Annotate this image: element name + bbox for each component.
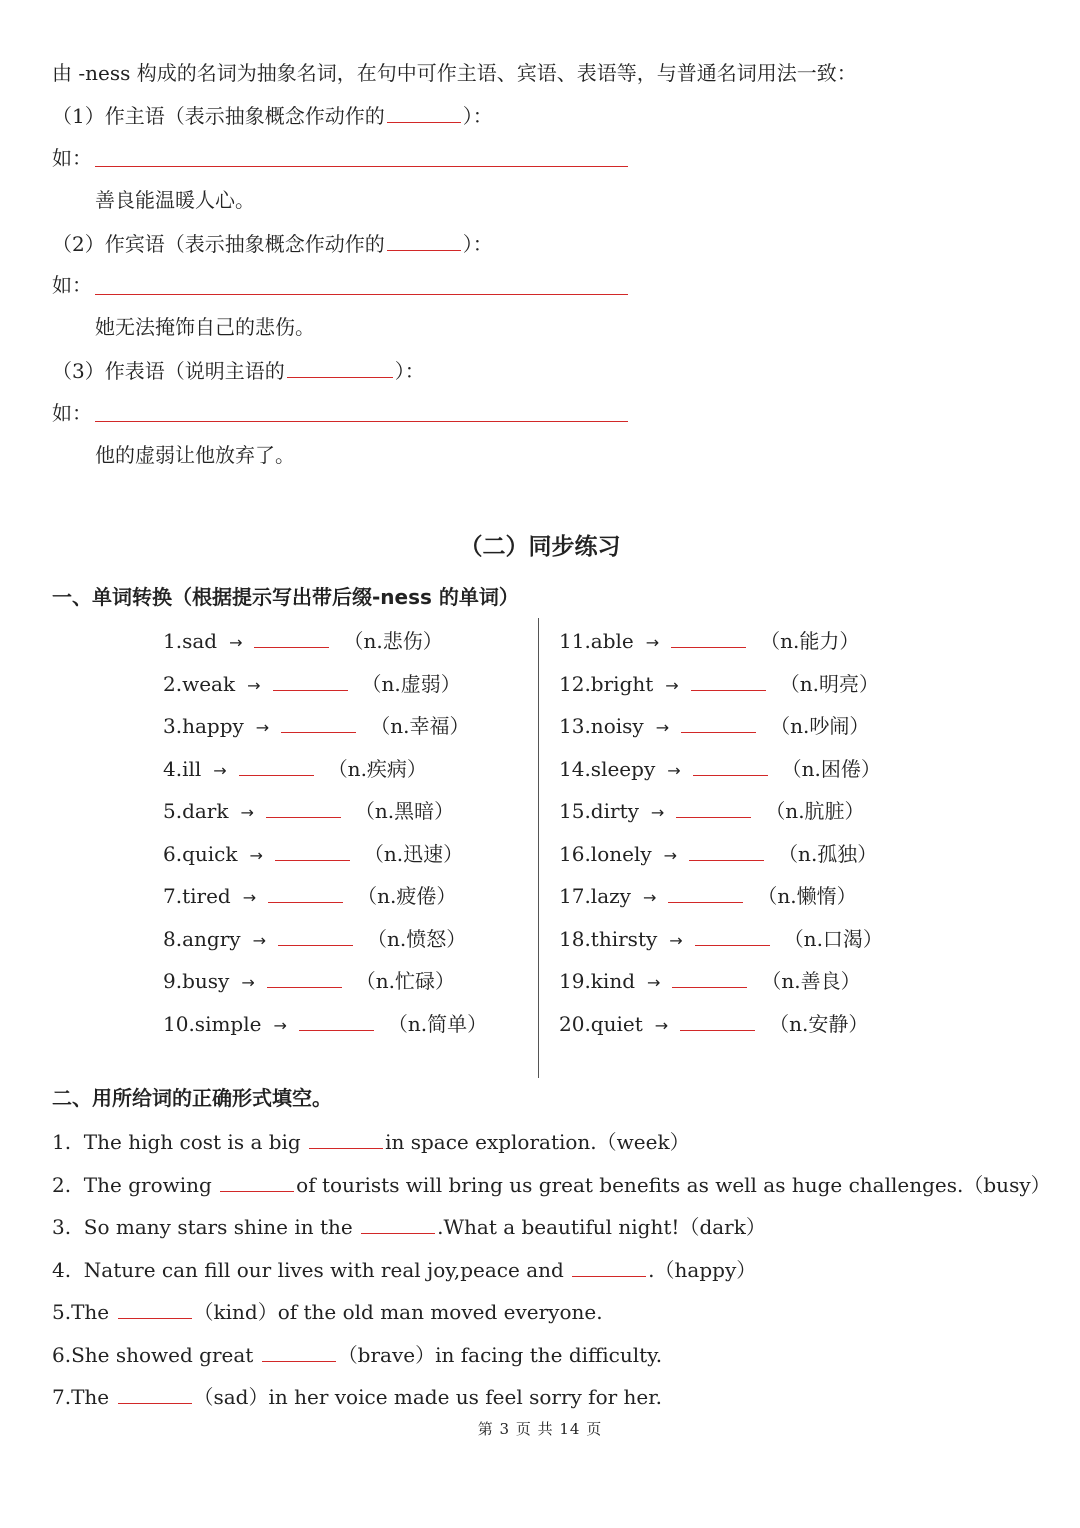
page-footer: 第 3 页 共 14 页: [477, 1420, 603, 1438]
usage-predicative-line: [52, 357, 425, 384]
vocab-item: [559, 627, 859, 656]
vocab-hint: （n.虚弱）: [361, 671, 461, 696]
vocab-hint: （n.疾病）: [327, 756, 427, 781]
vocab-word: 9.busy: [163, 969, 230, 993]
sentence-after: （sad）in her voice made us feel sorry for her.: [193, 1385, 662, 1409]
vocab-item: [163, 712, 469, 741]
answer-blank[interactable]: [262, 1341, 336, 1362]
part1-title: 一、单词转换（根据提示写出带后缀-ness 的单词）: [52, 585, 519, 609]
arrow-icon: →: [213, 760, 227, 780]
vocab-item: [559, 755, 881, 784]
vocab-word: 19.kind: [559, 969, 636, 993]
usage-label: （2）作宾语（表示抽象概念作动作的: [52, 232, 385, 256]
fill-in-item: [52, 1128, 690, 1155]
answer-blank[interactable]: [676, 797, 751, 818]
vocab-hint: （n.疲倦）: [357, 884, 457, 908]
sentence-before: 4. Nature can fill our lives with real joy,peace and: [52, 1257, 571, 1282]
answer-blank[interactable]: [268, 882, 343, 903]
example-answer-line[interactable]: [95, 166, 628, 167]
vocab-item: [559, 797, 865, 826]
answer-blank[interactable]: [281, 712, 356, 733]
answer-blank[interactable]: [387, 102, 461, 123]
example-chinese: 善良能温暖人心。: [95, 188, 255, 212]
usage-object-line: [52, 230, 493, 257]
vocab-item: [163, 627, 443, 656]
vocab-hint: （n.愤怒）: [366, 926, 467, 951]
usage-subject-line: [52, 102, 493, 129]
vocab-hint: （n.能力）: [760, 629, 860, 653]
vocab-word: 12.bright: [559, 671, 654, 696]
vocab-item: [559, 670, 879, 699]
vocab-word: 7.tired: [163, 884, 231, 908]
fill-in-item: [52, 1256, 756, 1283]
arrow-icon: →: [273, 1015, 287, 1035]
vocab-hint: （n.懒惰）: [757, 884, 857, 908]
usage-label: （3）作表语（说明主语的: [52, 359, 285, 383]
part2-title: 二、用所给词的正确形式填空。: [52, 1086, 332, 1110]
vocab-hint: （n.明亮）: [779, 671, 879, 696]
usage-label: （1）作主语（表示抽象概念作动作的: [52, 104, 385, 128]
vocab-hint: （n.困倦）: [781, 756, 881, 781]
answer-blank[interactable]: [680, 1010, 755, 1031]
sentence-after: of tourists will bring us great benefits as well as huge challenges.（busy）: [296, 1172, 1051, 1197]
vocab-hint: （n.黑暗）: [354, 799, 455, 823]
fill-in-item: [52, 1341, 662, 1368]
arrow-icon: →: [654, 1015, 669, 1035]
vocab-item: [163, 967, 455, 996]
vocab-word: 18.thirsty: [559, 926, 658, 951]
vocab-word: 4.ill: [163, 756, 202, 781]
fill-in-item: [52, 1298, 603, 1325]
vocab-item: [163, 882, 456, 911]
vocab-hint: （n.善良）: [761, 969, 861, 993]
vocab-word: 1.sad: [163, 629, 218, 653]
answer-blank[interactable]: [254, 627, 329, 648]
example-answer-line[interactable]: [95, 294, 628, 295]
sentence-after: in space exploration.（week）: [385, 1130, 690, 1154]
vocab-hint: （n.吵闹）: [770, 714, 870, 738]
answer-blank[interactable]: [572, 1256, 646, 1277]
arrow-icon: →: [669, 930, 683, 950]
intro-text: 由 -ness 构成的名词为抽象名词，在句中可作主语、宾语、表语等，与普通名词用法一致：: [52, 61, 857, 85]
vocab-item: [559, 882, 857, 911]
answer-blank[interactable]: [387, 230, 461, 251]
arrow-icon: →: [647, 973, 661, 992]
answer-blank[interactable]: [668, 882, 743, 903]
answer-blank[interactable]: [672, 967, 747, 988]
sentence-after: （kind）of the old man moved everyone.: [193, 1300, 603, 1324]
arrow-icon: →: [655, 718, 670, 737]
vocab-hint: （n.口渴）: [783, 926, 883, 951]
arrow-icon: →: [645, 633, 660, 652]
column-divider: [538, 618, 539, 1078]
vocab-word: 3.happy: [163, 714, 244, 738]
vocab-word: 2.weak: [163, 671, 236, 696]
vocab-item: [163, 840, 463, 869]
vocab-hint: （n.悲伤）: [343, 629, 443, 653]
vocab-word: 16.lonely: [559, 841, 652, 866]
arrow-icon: →: [229, 633, 243, 652]
vocab-item: [163, 670, 461, 699]
vocab-word: 11.able: [559, 629, 634, 653]
vocab-item: [163, 925, 466, 954]
example-chinese: 她无法掩饰自己的悲伤。: [95, 315, 315, 339]
vocab-item: [559, 840, 877, 869]
vocab-word: 10.simple: [163, 1011, 262, 1036]
vocab-word: 8.angry: [163, 926, 241, 951]
vocab-hint: （n.肮脏）: [765, 799, 865, 823]
sentence-after: .What a beautiful night!（dark）: [437, 1215, 766, 1239]
sentence-before: 2. The growing: [52, 1172, 219, 1197]
vocab-item: [559, 1010, 868, 1039]
answer-blank[interactable]: [695, 925, 770, 946]
arrow-icon: →: [667, 760, 681, 780]
vocab-hint: （n.孤独）: [778, 841, 878, 866]
vocab-word: 14.sleepy: [559, 756, 656, 781]
answer-blank[interactable]: [266, 797, 341, 818]
answer-blank[interactable]: [361, 1213, 435, 1234]
vocab-item: [559, 712, 869, 741]
example-prefix: 如：: [52, 273, 92, 297]
vocab-item: [163, 755, 427, 784]
arrow-icon: →: [252, 930, 266, 950]
answer-blank[interactable]: [689, 840, 764, 861]
sentence-before: 3. So many stars shine in the: [52, 1215, 360, 1239]
example-chinese: 他的虚弱让他放弃了。: [95, 443, 295, 467]
fill-in-item: [52, 1171, 1051, 1198]
answer-blank[interactable]: [118, 1383, 192, 1404]
answer-blank[interactable]: [671, 627, 746, 648]
usage-close: ）：: [462, 232, 493, 256]
usage-close: ）：: [462, 104, 493, 128]
arrow-icon: →: [665, 675, 679, 695]
arrow-icon: →: [249, 845, 263, 865]
vocab-hint: （n.迅速）: [363, 841, 464, 866]
vocab-item: [163, 1010, 487, 1039]
answer-blank[interactable]: [287, 357, 393, 378]
example-prefix: 如：: [52, 146, 92, 170]
arrow-icon: →: [247, 675, 261, 695]
vocab-item: [559, 925, 883, 954]
fill-in-item: [52, 1383, 662, 1410]
vocab-word: 15.dirty: [559, 799, 639, 823]
arrow-icon: →: [642, 888, 657, 907]
example-answer-line[interactable]: [95, 421, 628, 422]
vocab-word: 5.dark: [163, 799, 229, 823]
sentence-after: .（happy）: [648, 1257, 757, 1282]
sentence-after: （brave）in facing the difficulty.: [337, 1342, 663, 1367]
arrow-icon: →: [663, 845, 678, 865]
sentence-before: 5.The: [52, 1300, 116, 1324]
answer-blank[interactable]: [220, 1171, 294, 1192]
sentence-before: 1. The high cost is a big: [52, 1130, 308, 1154]
vocab-hint: （n.幸福）: [370, 714, 470, 738]
sentence-before: 6.She showed great: [52, 1342, 260, 1367]
answer-blank[interactable]: [693, 755, 768, 776]
answer-blank[interactable]: [681, 712, 756, 733]
vocab-word: 13.noisy: [559, 714, 644, 738]
vocab-hint: （n.忙碌）: [355, 969, 455, 993]
answer-blank[interactable]: [299, 1010, 374, 1031]
answer-blank[interactable]: [309, 1128, 383, 1149]
vocab-word: 17.lazy: [559, 884, 631, 908]
answer-blank[interactable]: [275, 840, 350, 861]
answer-blank[interactable]: [239, 755, 314, 776]
vocab-word: 6.quick: [163, 841, 238, 866]
vocab-hint: （n.简单）: [387, 1011, 488, 1036]
vocab-hint: （n.安静）: [769, 1011, 869, 1036]
vocab-item: [559, 967, 861, 996]
answer-blank[interactable]: [267, 967, 342, 988]
section-title: （二）同步练习: [459, 534, 621, 560]
fill-in-item: [52, 1213, 766, 1240]
answer-blank[interactable]: [273, 670, 348, 691]
answer-blank[interactable]: [691, 670, 766, 691]
arrow-icon: →: [242, 888, 257, 907]
arrow-icon: →: [241, 973, 255, 992]
sentence-before: 7.The: [52, 1385, 116, 1409]
answer-blank[interactable]: [278, 925, 353, 946]
answer-blank[interactable]: [118, 1298, 192, 1319]
arrow-icon: →: [255, 718, 270, 737]
example-prefix: 如：: [52, 401, 92, 425]
vocab-word: 20.quiet: [559, 1011, 643, 1036]
vocab-item: [163, 797, 454, 826]
arrow-icon: →: [240, 803, 254, 822]
arrow-icon: →: [650, 803, 665, 822]
usage-close: ）：: [394, 359, 425, 383]
